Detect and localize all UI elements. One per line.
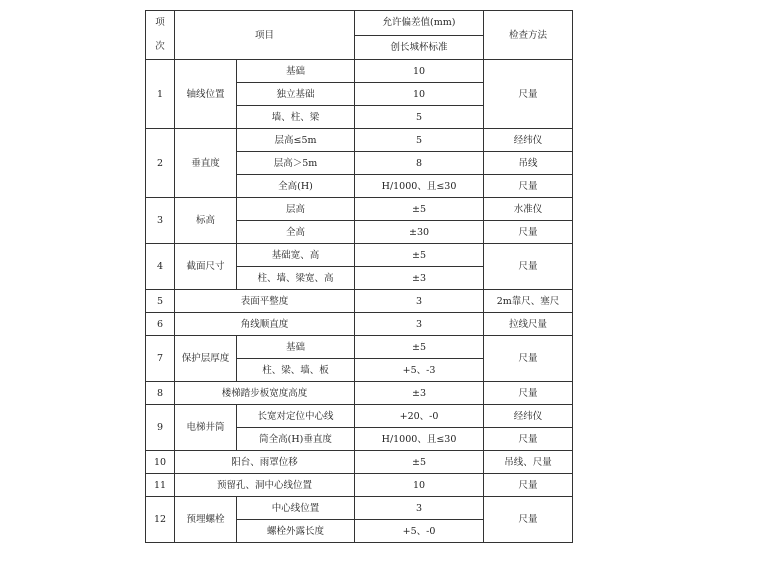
tolerance-value: ±5 <box>355 451 484 474</box>
sub-item: 柱、墙、梁宽、高 <box>237 267 355 290</box>
check-method: 吊线、尺量 <box>484 451 573 474</box>
tolerance-value: ±5 <box>355 336 484 359</box>
check-method: 尺量 <box>484 474 573 497</box>
table-row <box>146 313 573 336</box>
check-method: 尺量 <box>484 497 573 543</box>
row-item: 电梯井筒 <box>175 405 237 451</box>
table-row <box>146 60 573 83</box>
tolerance-value: 10 <box>355 60 484 83</box>
row-number: 6 <box>146 313 175 336</box>
header-method: 检查方法 <box>484 11 573 60</box>
tolerance-value: +5、-0 <box>355 520 484 543</box>
check-method: 水准仪 <box>484 198 573 221</box>
tolerance-value: 10 <box>355 83 484 106</box>
row-item: 保护层厚度 <box>175 336 237 382</box>
check-method: 经纬仪 <box>484 129 573 152</box>
header-no-line1: 项 <box>155 17 165 28</box>
header-standard: 创长城杯标准 <box>355 35 484 60</box>
header-item-no <box>146 11 175 60</box>
tolerance-table <box>145 10 573 543</box>
tolerance-value: 5 <box>355 129 484 152</box>
sub-item: 螺栓外露长度 <box>237 520 355 543</box>
tolerance-value: ±5 <box>355 198 484 221</box>
check-method: 尺量 <box>484 382 573 405</box>
table-row <box>146 129 573 152</box>
tolerance-value: 8 <box>355 152 484 175</box>
row-item: 轴线位置 <box>175 60 237 129</box>
sub-item: 全高(H) <box>237 175 355 198</box>
sub-item: 层高 <box>237 198 355 221</box>
row-number: 8 <box>146 382 175 405</box>
tolerance-value: 3 <box>355 497 484 520</box>
table-row <box>146 336 573 359</box>
row-item: 标高 <box>175 198 237 244</box>
sub-item: 基础 <box>237 336 355 359</box>
sub-item: 层高＞5m <box>237 152 355 175</box>
row-number: 9 <box>146 405 175 451</box>
sub-item: 筒全高(H)垂直度 <box>237 428 355 451</box>
tolerance-value: ±3 <box>355 267 484 290</box>
tolerance-value: ±5 <box>355 244 484 267</box>
tolerance-value: +5、-3 <box>355 359 484 382</box>
sub-item: 柱、梁、墙、板 <box>237 359 355 382</box>
row-item: 预留孔、洞中心线位置 <box>175 474 355 497</box>
check-method: 2m靠尺、塞尺 <box>484 290 573 313</box>
row-number: 11 <box>146 474 175 497</box>
tolerance-value: 3 <box>355 290 484 313</box>
check-method: 经纬仪 <box>484 405 573 428</box>
table-row <box>146 382 573 405</box>
sub-item: 层高≤5m <box>237 129 355 152</box>
row-item: 阳台、雨罩位移 <box>175 451 355 474</box>
tolerance-value: ±30 <box>355 221 484 244</box>
sub-item: 中心线位置 <box>237 497 355 520</box>
header-no-line2: 次 <box>155 41 165 52</box>
tolerance-value: +20、-0 <box>355 405 484 428</box>
sub-item: 基础宽、高 <box>237 244 355 267</box>
table-row <box>146 474 573 497</box>
check-method: 尺量 <box>484 244 573 290</box>
sub-item: 全高 <box>237 221 355 244</box>
row-number: 5 <box>146 290 175 313</box>
table-row <box>146 244 573 267</box>
table-row <box>146 451 573 474</box>
row-number: 3 <box>146 198 175 244</box>
row-number: 4 <box>146 244 175 290</box>
sub-item: 独立基础 <box>237 83 355 106</box>
row-number: 7 <box>146 336 175 382</box>
table-row <box>146 405 573 428</box>
table-row <box>146 198 573 221</box>
tolerance-value: 5 <box>355 106 484 129</box>
row-item: 预埋螺栓 <box>175 497 237 543</box>
tolerance-value: H/1000、且≤30 <box>355 428 484 451</box>
row-number: 2 <box>146 129 175 198</box>
tolerance-value: 3 <box>355 313 484 336</box>
row-item: 角线顺直度 <box>175 313 355 336</box>
row-item: 楼梯踏步板宽度高度 <box>175 382 355 405</box>
row-number: 1 <box>146 60 175 129</box>
check-method: 拉线尺量 <box>484 313 573 336</box>
table-row <box>146 497 573 520</box>
tolerance-value: ±3 <box>355 382 484 405</box>
header-item: 项目 <box>175 11 355 60</box>
sub-item: 长宽对定位中心线 <box>237 405 355 428</box>
check-method: 尺量 <box>484 60 573 129</box>
row-number: 10 <box>146 451 175 474</box>
row-item: 截面尺寸 <box>175 244 237 290</box>
sub-item: 基础 <box>237 60 355 83</box>
check-method: 吊线 <box>484 152 573 175</box>
row-number: 12 <box>146 497 175 543</box>
row-item: 表面平整度 <box>175 290 355 313</box>
table-row <box>146 290 573 313</box>
check-method: 尺量 <box>484 428 573 451</box>
tolerance-value: 10 <box>355 474 484 497</box>
tolerance-value: H/1000、且≤30 <box>355 175 484 198</box>
sub-item: 墙、柱、梁 <box>237 106 355 129</box>
check-method: 尺量 <box>484 175 573 198</box>
check-method: 尺量 <box>484 221 573 244</box>
header-tolerance: 允许偏差值(mm) <box>355 11 484 36</box>
row-item: 垂直度 <box>175 129 237 198</box>
check-method: 尺量 <box>484 336 573 382</box>
